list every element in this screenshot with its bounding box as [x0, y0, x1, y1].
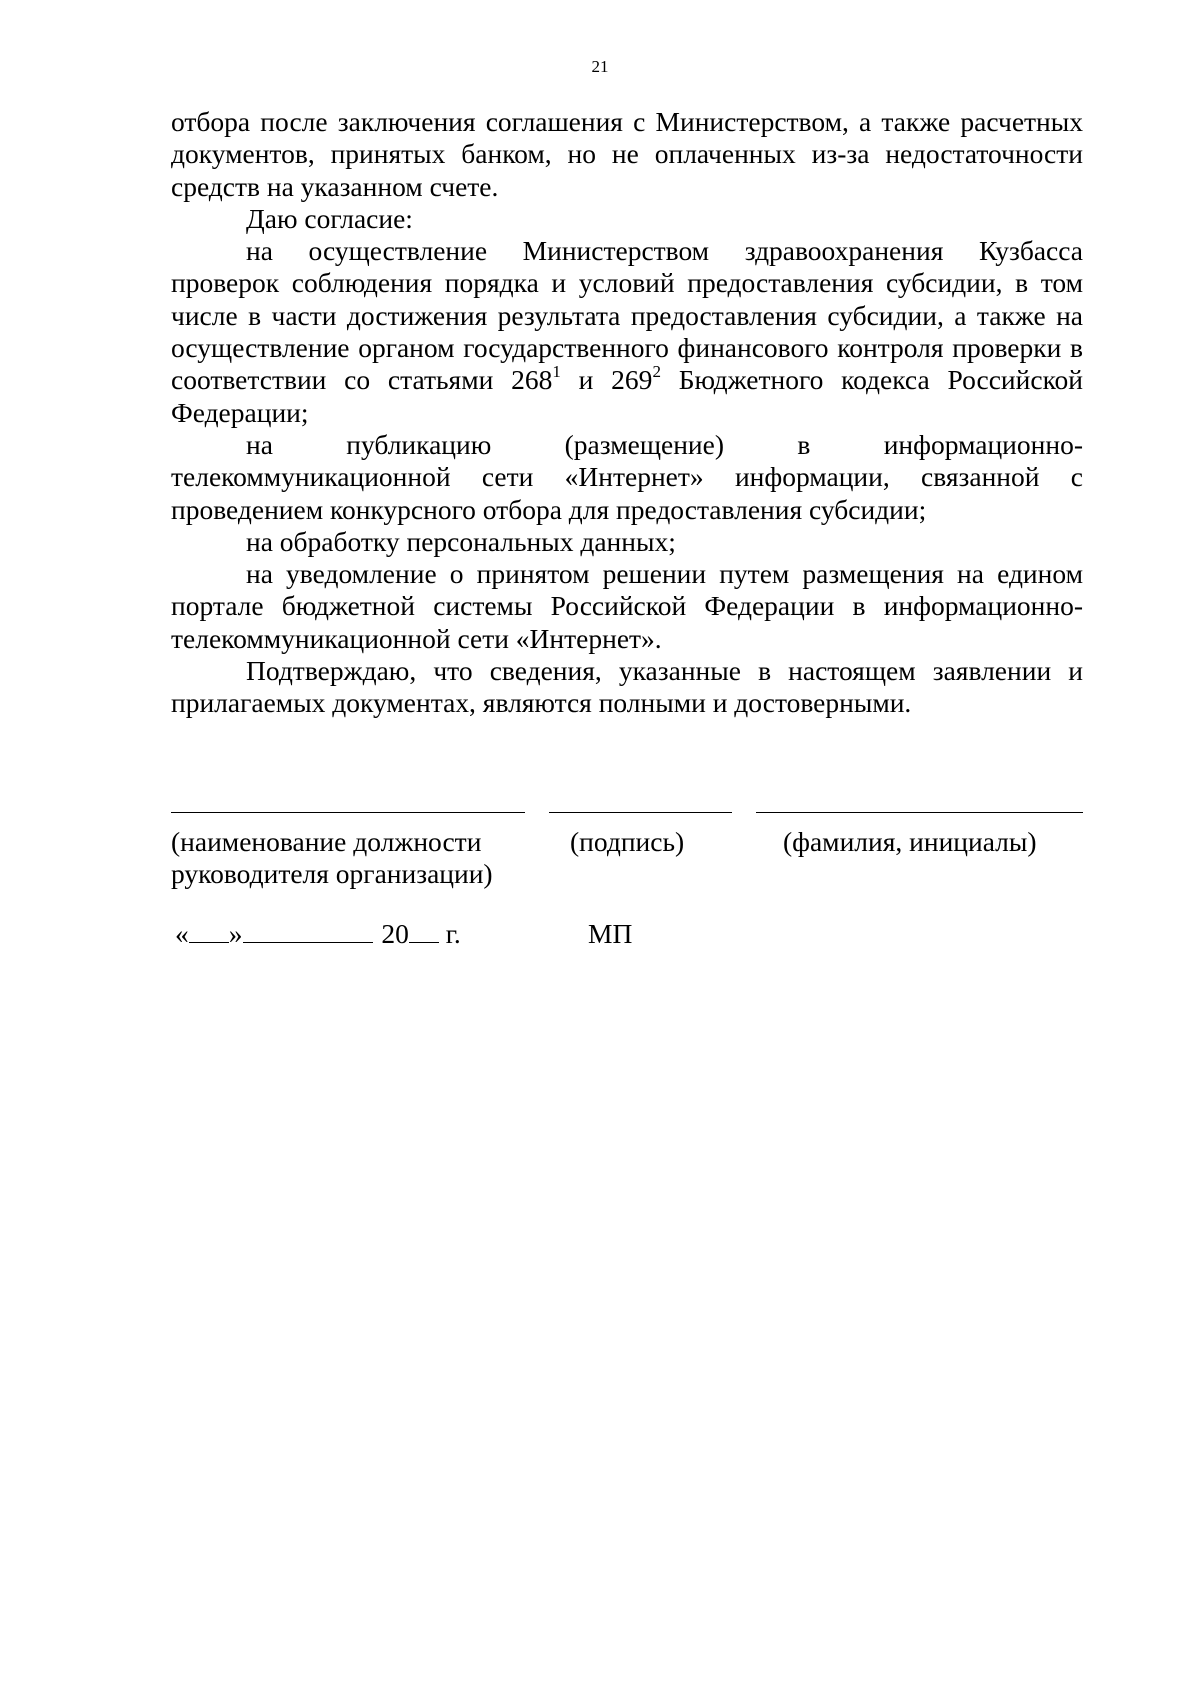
- position-label: [171, 826, 493, 890]
- year-prefix: 20: [381, 918, 409, 949]
- month-blank[interactable]: [243, 920, 373, 943]
- signature-label: (подпись): [570, 826, 685, 857]
- position-label-line-2: руководителя организации): [171, 858, 493, 889]
- continuation-paragraph: отбора после заключения соглашения с Министерством, а также расчетных документов, принятых банком, но не оплаченных из-за недостаточности средств на указанном счете.: [171, 106, 1083, 202]
- date-field: [175, 918, 461, 950]
- position-signature-line[interactable]: [171, 812, 525, 813]
- consent-item-inspections-text-b: и 269: [560, 364, 653, 396]
- stamp-label: МП: [588, 918, 633, 949]
- page-number: 21: [591, 57, 609, 76]
- consent-heading: Даю согласие:: [246, 202, 413, 234]
- position-label-line-1: (наименование должности: [171, 826, 482, 857]
- consent-item-inspections: [171, 235, 1083, 429]
- article-269-superscript: 2: [652, 362, 661, 382]
- year-blank[interactable]: [409, 920, 439, 943]
- article-268-superscript: 1: [552, 362, 561, 382]
- document-body: [171, 106, 1083, 720]
- consent-item-personal-data: на обработку персональных данных;: [246, 525, 676, 557]
- consent-item-inspections-text-a: на осуществление Министерством здравоохранения Кузбасса проверок соблюдения порядка и условий предоставления субсидии, в том числе в части достижения результата предоставления субсидии, а также на осуществление органом государственного финансового контроля проверки в соответствии со статьями 268: [171, 235, 1083, 396]
- consent-item-publication: на публикацию (размещение) в информационно-телекоммуникационной сети «Интернет» информации, связанной с проведением конкурсного отбора для предоставления субсидии;: [171, 428, 1083, 525]
- date-close-quote: »: [228, 918, 243, 949]
- consent-item-inspections-text-c: Бюджетного кодекса Российской Федерации;: [171, 364, 1083, 428]
- name-label: (фамилия, инициалы): [783, 826, 1037, 857]
- day-blank[interactable]: [189, 920, 229, 943]
- confirmation-paragraph: Подтверждаю, что сведения, указанные в настоящем заявлении и прилагаемых документах, являются полными и достоверными.: [171, 655, 1083, 719]
- name-signature-line[interactable]: [756, 812, 1083, 813]
- date-open-quote: «: [175, 918, 189, 949]
- year-suffix: г.: [445, 918, 461, 949]
- signature-line[interactable]: [549, 812, 732, 813]
- consent-item-notification: на уведомление о принятом решении путем размещения на едином портале бюджетной системы Российской Федерации в информационно-телекоммуникационной сети «Интернет».: [171, 558, 1083, 654]
